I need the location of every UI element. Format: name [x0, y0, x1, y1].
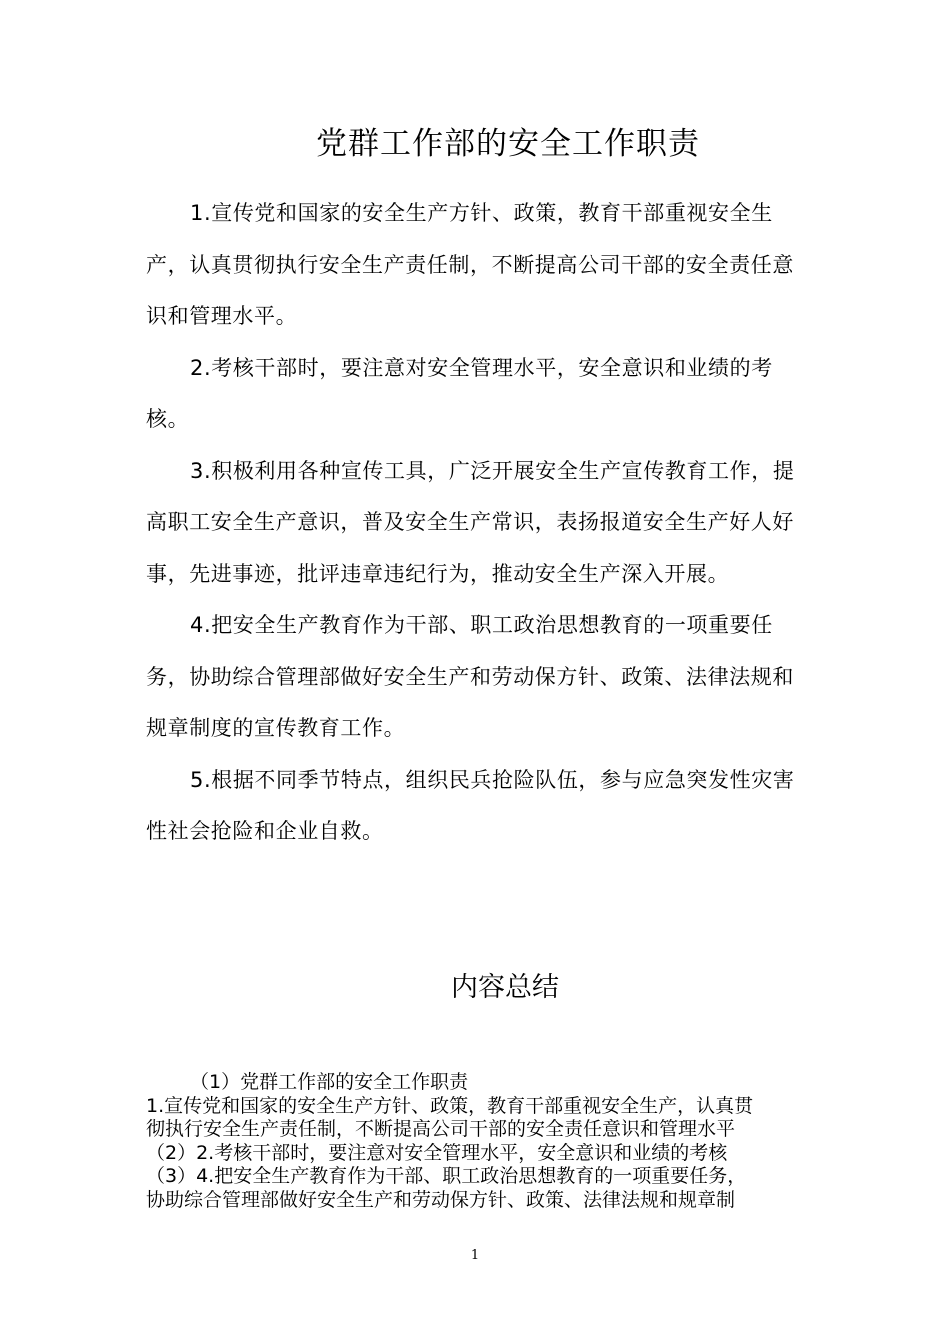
summary-line: （2）2.考核干部时，要注意对安全管理水平，安全意识和业绩的考核 — [146, 1141, 728, 1164]
summary-line: （3）4.把安全生产教育作为干部、职工政治思想教育的一项重要任务， — [146, 1165, 747, 1187]
summary-title: 内容总结 — [451, 972, 559, 1003]
document-title: 党群工作部的安全工作职责 — [316, 126, 700, 162]
paragraph-4: 4.把安全生产教育作为干部、职工政治思想教育的一项重要任务，协助综合管理部做好安全生产和劳动保方针、政策、法律法规和规章制度的宣传教育工作。 — [146, 613, 794, 740]
summary-line: 协助综合管理部做好安全生产和劳动保方针、政策、法律法规和规章制 — [146, 1188, 736, 1211]
summary-line: 彻执行安全生产责任制，不断提高公司干部的安全责任意识和管理水平 — [146, 1118, 736, 1140]
paragraph-2: 2.考核干部时，要注意对安全管理水平，安全意识和业绩的考核。 — [146, 355, 773, 431]
summary-line: （1）党群工作部的安全工作职责 — [190, 1071, 469, 1093]
paragraph-1: 1.宣传党和国家的安全生产方针、政策，教育干部重视安全生产，认真贯彻执行安全生产责任制，不断提高公司干部的安全责任意识和管理水平。 — [146, 201, 794, 328]
summary-line: 1.宣传党和国家的安全生产方针、政策，教育干部重视安全生产，认真贯 — [146, 1094, 754, 1117]
document-body — [146, 188, 798, 858]
page-number: 1 — [470, 1248, 480, 1263]
paragraph-3: 3.积极利用各种宣传工具，广泛开展安全生产宣传教育工作，提高职工安全生产意识，普及安全生产常识，表扬报道安全生产好人好事，先进事迹，批评违章违纪行为，推动安全生产深入开展。 — [146, 458, 795, 586]
summary-section — [146, 1071, 808, 1212]
paragraph-5: 5.根据不同季节特点，组织民兵抢险队伍，参与应急突发性灾害性社会抢险和企业自救。 — [146, 767, 795, 843]
